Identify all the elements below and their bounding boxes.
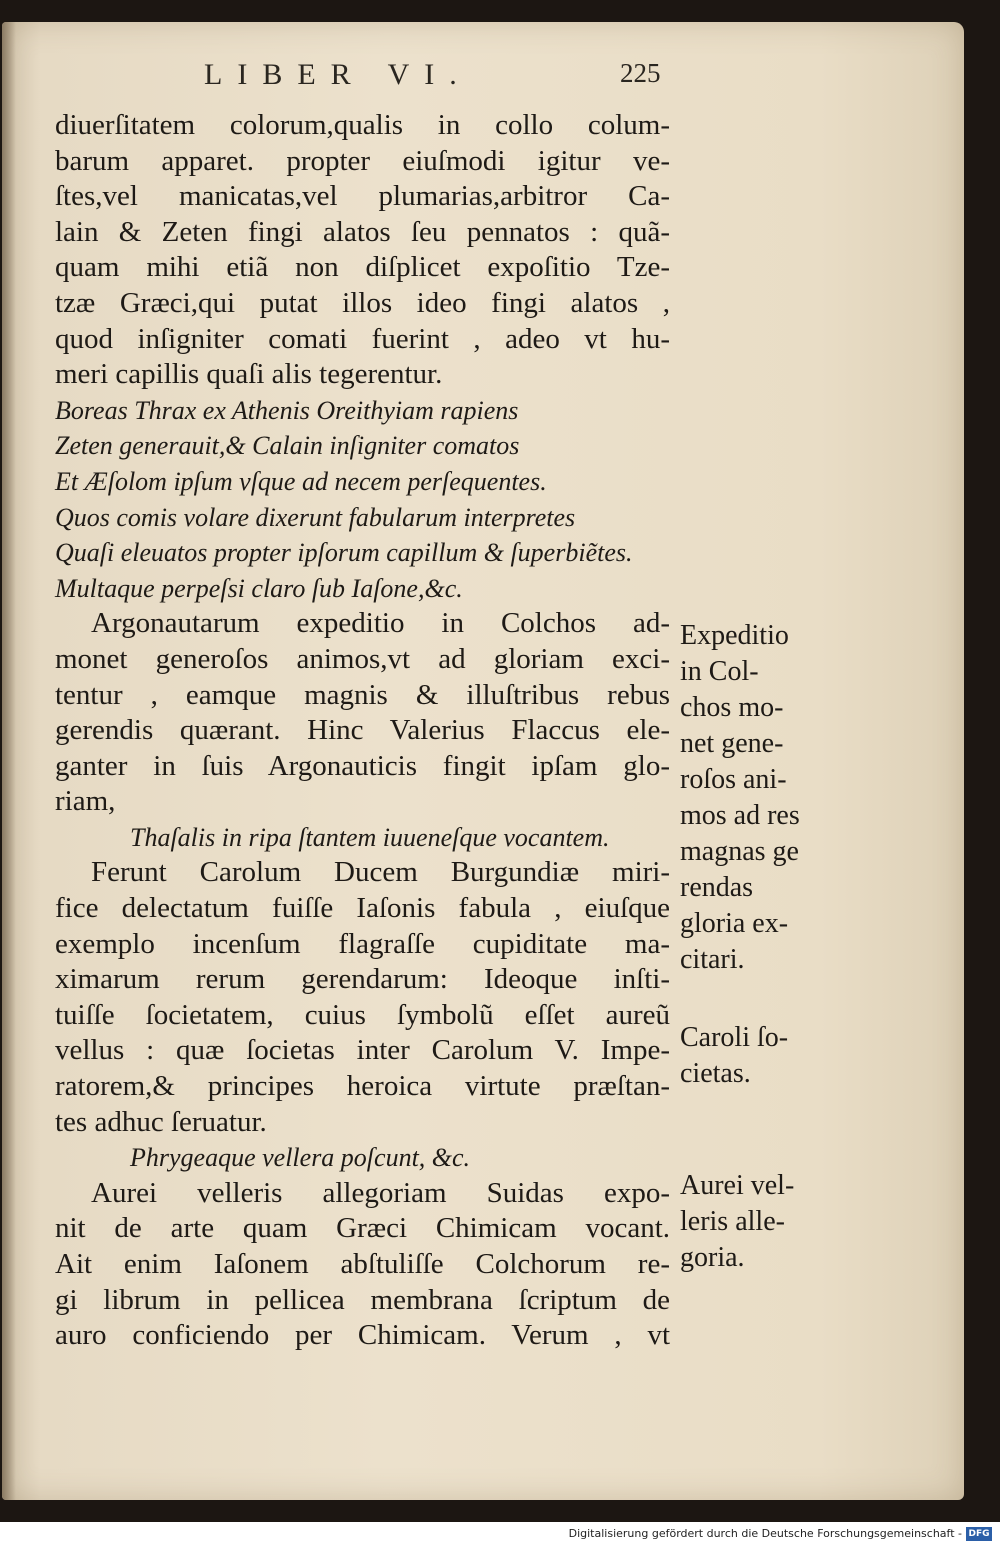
margin-note-line: Expeditio [680, 620, 789, 651]
margin-note [680, 1168, 850, 1276]
text-line: tuiſſe ſocietatem, cuius ſymbolũ eſſet aureũ [55, 998, 670, 1031]
dfg-logo: DFG [966, 1527, 992, 1541]
text-line: barum apparet. propter eiuſmodi igitur ve- [55, 144, 670, 177]
margin-note-line: magnas ge [680, 836, 799, 867]
margin-note-line: gloria ex- [680, 908, 789, 939]
text-line: quod inſigniter comati fuerint , adeo vt hu- [55, 322, 670, 355]
text-line: Quos comis volare dixerunt fabularum interpretes [55, 502, 576, 532]
text-line: Et Æſolom ipſum vſque ad necem perſequentes. [55, 466, 547, 496]
text-line: Multaque perpeſsi claro ſub Iaſone,&c. [55, 573, 463, 603]
margin-note-line: net gene- [680, 728, 784, 759]
running-title: LIBER VI. [204, 58, 472, 91]
text-line: riam, [55, 785, 116, 818]
text-line: Thaſalis in ripa ſtantem iuueneſque vocantem. [130, 822, 610, 852]
text-line: ratorem,& principes heroica virtute præſtan- [55, 1070, 670, 1103]
page-gutter [2, 22, 16, 1500]
text-line: meri capillis quaſi alis tegerentur. [55, 358, 443, 391]
text-line: exemplo incenſum flagraſſe cupiditate ma- [55, 927, 670, 960]
margin-note-line: cietas. [680, 1058, 751, 1089]
margin-note-line: roſos ani- [680, 764, 787, 795]
page-number: 225 [620, 58, 661, 88]
margin-note [680, 618, 850, 978]
text-line: Ferunt Carolum Ducem Burgundiæ miri- [91, 856, 670, 889]
text-line: Zeten generauit,& Calain inſigniter comatos [55, 431, 520, 461]
text-line: gi librum in pellicea membrana ſcriptum de [55, 1283, 670, 1316]
margin-note-line: rendas [680, 872, 754, 903]
margin-note [680, 1020, 850, 1092]
page-header [0, 58, 1000, 98]
text-line: vellus : quæ ſocietas inter Carolum V. Impe- [55, 1034, 670, 1067]
text-line: diuerſitatem colorum,qualis in collo colum- [55, 109, 670, 141]
text-line: tentur , eamque magnis & illuſtribus rebus [55, 678, 670, 711]
text-line: Ait enim Iaſonem abſtuliſſe Colchorum re- [55, 1248, 670, 1280]
text-line: ximarum rerum gerendarum: Ideoque inſti- [55, 963, 670, 996]
text-line: ganter in ſuis Argonauticis fingit ipſam glo- [55, 749, 670, 782]
margin-note-line: Caroli ſo- [680, 1022, 789, 1053]
funding-notice: Digitalisierung gefördert durch die Deutsche Forschungsgemeinschaft - [568, 1527, 962, 1540]
text-line: tes adhuc ſeruatur. [55, 1105, 267, 1138]
text-line: gerendis quærant. Hinc Valerius Flaccus ele- [55, 714, 670, 747]
text-line: ſtes,vel manicatas,vel plumarias,arbitror Ca- [55, 180, 670, 213]
text-line: Boreas Thrax ex Athenis Oreithyiam rapiens [55, 395, 519, 425]
text-line: lain & Zeten fingi alatos ſeu pennatos : quã- [55, 215, 670, 248]
main-text-block [55, 108, 670, 1354]
margin-note-line: leris alle- [680, 1206, 785, 1237]
text-line: tzæ Græci,qui putat illos ideo fingi alatos , [55, 286, 670, 319]
text-line: Phrygeaque vellera poſcunt, &c. [130, 1143, 471, 1173]
margin-note-line: goria. [680, 1242, 745, 1273]
text-line: nit de arte quam Græci Chimicam vocant. [55, 1212, 670, 1245]
text-line: monet generoſos animos,vt ad gloriam exci- [55, 642, 670, 675]
margin-note-line: citari. [680, 944, 745, 975]
text-line: quam mihi etiã non diſplicet expoſitio Tze- [55, 251, 670, 284]
digitization-footer [0, 1522, 1000, 1547]
text-line: auro conficiendo per Chimicam. Verum , vt [55, 1319, 670, 1352]
margin-note-line: mos ad res [680, 800, 800, 831]
text-line: fice delectatum fuiſſe Iaſonis fabula , eiuſque [55, 892, 670, 925]
text-line: Aurei velleris allegoriam Suidas expo- [91, 1176, 670, 1209]
margin-note-line: in Col- [680, 656, 759, 687]
margin-note-line: Aurei vel- [680, 1170, 795, 1201]
text-line: Argonautarum expeditio in Colchos ad- [91, 607, 670, 640]
margin-note-line: chos mo- [680, 692, 784, 723]
text-line: Quaſi eleuatos propter ipſorum capillum & ſuperbiẽtes. [55, 538, 633, 568]
